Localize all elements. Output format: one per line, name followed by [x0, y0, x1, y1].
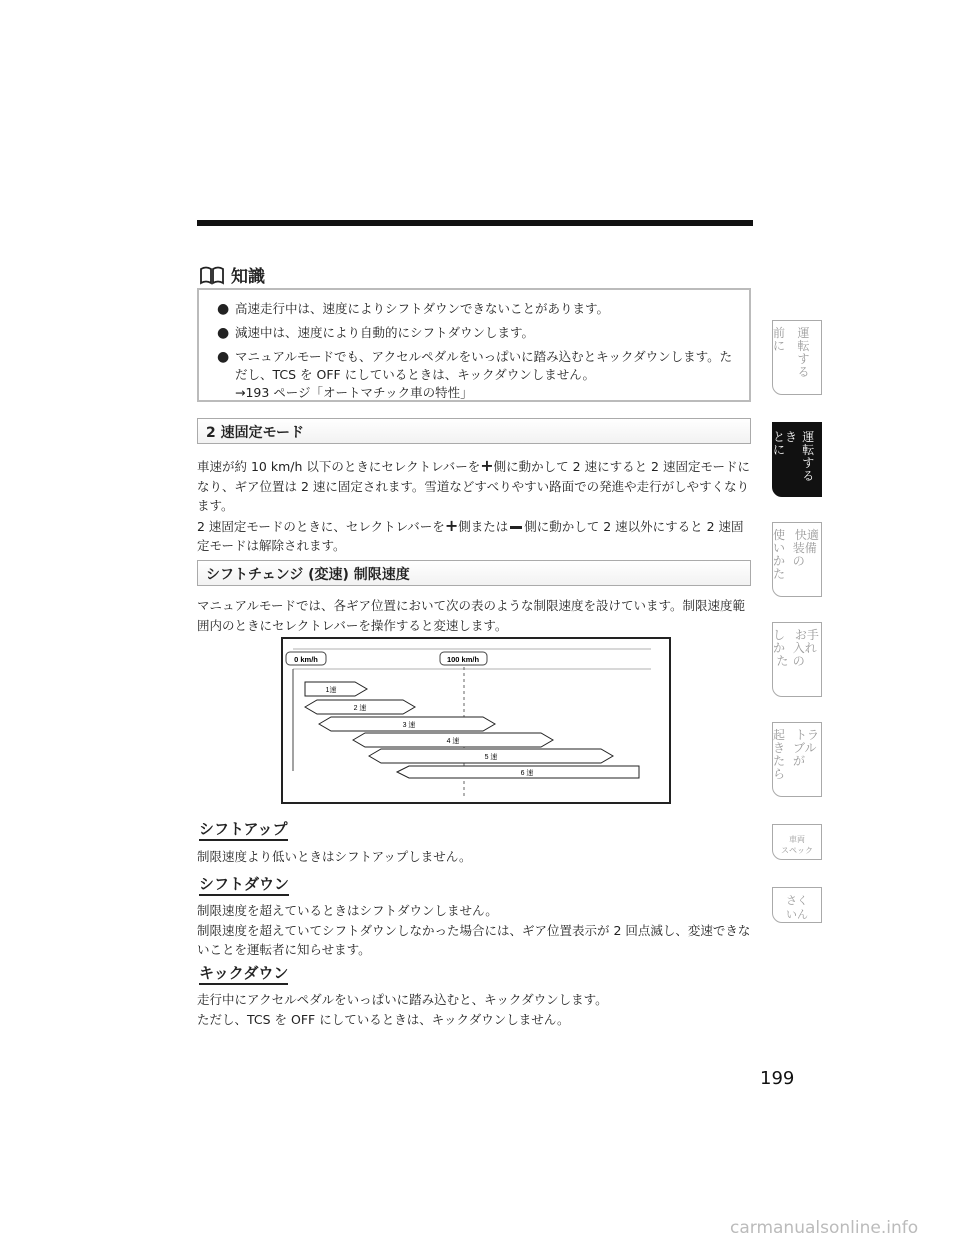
watermark: carmanualsonline.info: [730, 1218, 919, 1238]
minus-symbol: [510, 526, 522, 529]
top-rule: [197, 220, 753, 226]
kick-down-heading: キックダウン: [199, 962, 288, 985]
list-item: ● 減速中は、速度により自動的にシフトダウンします。: [217, 325, 535, 341]
section-2nd-gear-hold-heading: 2 速固定モード: [197, 418, 751, 444]
shift-up-heading: シフトアップ: [199, 818, 288, 841]
page-reference-link[interactable]: →193 ページ「オートマチック車の特性」: [235, 385, 473, 400]
page-number: 199: [760, 1068, 795, 1089]
tab-index[interactable]: さく いん: [772, 887, 822, 923]
section-shift-limit-heading: シフトチェンジ (変速) 制限速度: [197, 560, 751, 586]
knowledge-box: [197, 288, 751, 402]
gear-label-6: 6 速: [520, 770, 534, 777]
tab-specifications[interactable]: 車両 スペック: [772, 824, 822, 860]
axis-label-100: 100 km/h: [446, 655, 480, 664]
tab-comfort-equipment[interactable]: 使い かた 快適 装備の: [772, 522, 822, 597]
book-icon: [199, 265, 225, 285]
list-item: ● マニュアルモードでも、アクセルペダルをいっぱいに踏み込むとキックダウンします。ただし、TCS を OFF にしているときは、キックダウンしません。 →193 ページ「オートマチック車の特性」: [217, 349, 733, 400]
list-item: ● 高速走行中は、速度によりシフトダウンできないことがあります。: [217, 301, 610, 317]
plus-symbol: +: [444, 515, 459, 535]
gear-bar-6: [397, 766, 639, 778]
knowledge-title: 知識: [231, 267, 265, 287]
shift-down-heading: シフトダウン: [199, 873, 289, 896]
shift-speed-chart: [281, 637, 671, 804]
tab-maintenance[interactable]: しか た お手 入れの: [772, 622, 822, 697]
tab-before-driving[interactable]: 前に 運転 する: [772, 320, 822, 395]
axis-label-0: 0 km/h: [294, 655, 318, 664]
section-shift-limit-body: マニュアルモードでは、各ギア位置において次の表のような制限速度を設けています。制限速度範囲内のときにセレクトレバーを操作すると変速します。: [197, 598, 746, 633]
section-2nd-gear-hold-body: 車速が約 10 km/h 以下のときにセレクトレバーを+側に動かして 2 速にすると 2 速固定モードになり、ギア位置は 2 速に固定されます。雪道などすべりやすい路面での発進や走行がしやすくなります。 2 速固定モードのときに、セレクトレバーを+側または 側に動かして 2 速以外にすると 2 速固定モードは解除されます。: [197, 456, 750, 553]
kick-down-body: 走行中にアクセルペダルをいっぱいに踏み込むと、キックダウンします。 ただし、TCS を OFF にしているときは、キックダウンしません。: [197, 992, 608, 1027]
gear-label-4: 4 速: [446, 738, 460, 745]
tab-while-driving[interactable]: ときに 運転 する: [772, 422, 822, 497]
plus-symbol: +: [480, 456, 494, 475]
gear-label-3: 3 速: [402, 722, 416, 729]
tab-troubleshooting[interactable]: 起き たら トラ ブルが: [772, 722, 822, 797]
shift-up-body: 制限速度より低いときはシフトアップしません。: [197, 849, 472, 864]
shift-down-body: 制限速度を超えているときはシフトダウンしません。 制限速度を超えていてシフトダウンしなかった場合には、ギア位置表示が 2 回点滅し、変速できないことを運転者に知らせます。: [197, 903, 751, 957]
gear-label-1: 1速: [325, 687, 337, 694]
knowledge-heading: [199, 262, 265, 287]
shift-speed-diagram: [283, 639, 669, 802]
gear-label-5: 5 速: [484, 754, 498, 761]
gear-label-2: 2 速: [353, 705, 367, 712]
